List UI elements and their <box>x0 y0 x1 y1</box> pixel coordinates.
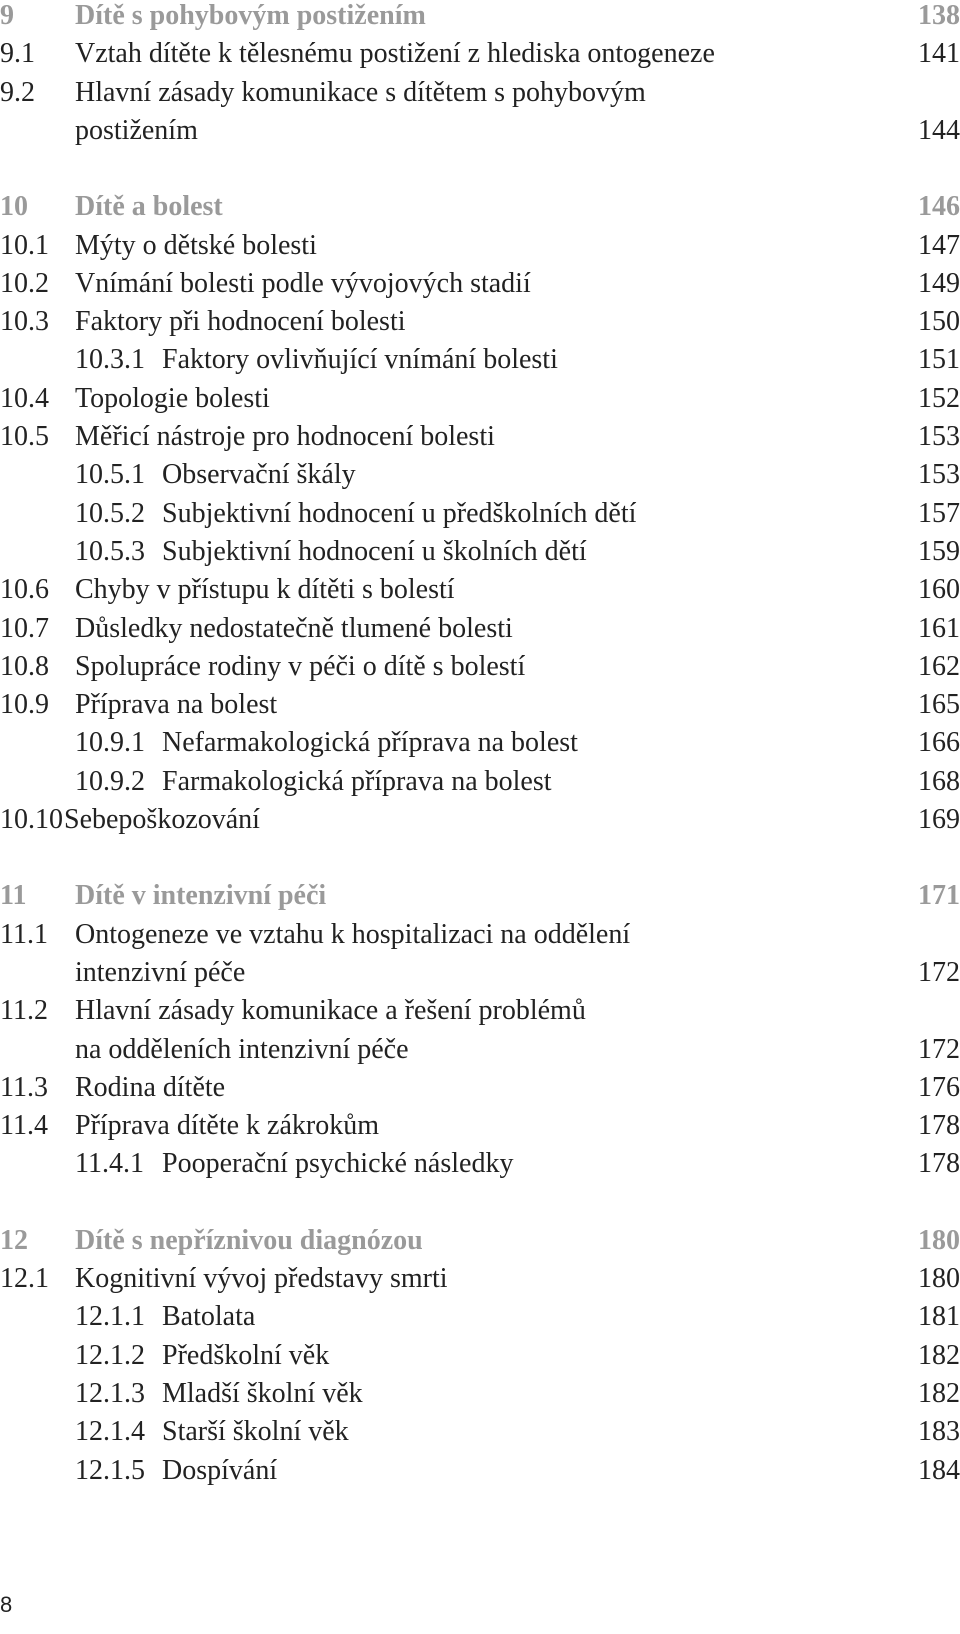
toc-entry-page: 172 <box>918 1033 960 1065</box>
toc-entry-page: 182 <box>918 1339 960 1371</box>
toc-entry-number: 10.1 <box>0 229 49 261</box>
toc-entry-page: 183 <box>918 1416 960 1448</box>
toc-row <box>0 494 960 534</box>
toc-entry-number: 10.9 <box>0 689 49 721</box>
toc-entry-page: 144 <box>918 114 960 146</box>
toc-entry-number: 10.8 <box>0 650 49 682</box>
toc-entry-title: Farmakologická příprava na bolest <box>162 765 552 797</box>
toc-row <box>0 1297 960 1337</box>
toc-row <box>0 34 960 74</box>
toc-entry-number: 10.7 <box>0 612 49 644</box>
toc-entry-title: Chyby v přístupu k dítěti s bolestí <box>75 574 455 606</box>
toc-row <box>0 1374 960 1414</box>
toc-entry-title: Měřicí nástroje pro hodnocení bolesti <box>75 421 495 452</box>
toc-entry-number: 9 <box>0 0 14 31</box>
toc-entry-number: 11.1 <box>0 918 48 950</box>
toc-row <box>0 532 960 572</box>
toc-entry-page: 152 <box>918 382 960 414</box>
toc-entry-number: 10 <box>0 191 28 223</box>
toc-row <box>0 455 960 495</box>
toc-entry-title: 12.1.5 <box>75 1454 145 1486</box>
toc-entry-title: postižením <box>75 114 198 146</box>
toc-entry-page: 180 <box>918 1263 960 1294</box>
toc-chapter-row <box>0 0 960 36</box>
toc-entry-page: 153 <box>918 459 960 491</box>
toc-entry-title: Faktory ovlivňující vnímání bolesti <box>162 344 558 376</box>
toc-row <box>0 73 960 113</box>
toc-entry-number: 11.4 <box>0 1110 48 1142</box>
toc-entry-page: 181 <box>918 1301 960 1333</box>
toc-entry-page: 168 <box>918 765 960 797</box>
toc-entry-number: 11.2 <box>0 995 48 1027</box>
toc-entry-page: 151 <box>918 344 960 376</box>
toc-entry-number: 10.10 <box>0 804 63 835</box>
toc-entry-title: 10.9.2 <box>75 765 145 797</box>
toc-entry-page: 178 <box>918 1110 960 1142</box>
toc-entry-page: 150 <box>918 306 960 338</box>
toc-entry-page: 165 <box>918 689 960 721</box>
toc-entry-title: 10.3.1 <box>75 344 145 376</box>
toc-entry-title: Faktory při hodnocení bolesti <box>75 306 406 338</box>
toc-entry-title: Rodina dítěte <box>75 1071 226 1103</box>
toc-entry-number: 12 <box>0 1224 28 1256</box>
toc-row <box>0 762 960 802</box>
toc-entry-title: 11.4.1 <box>75 1148 144 1180</box>
toc-row <box>0 1030 960 1070</box>
toc-row <box>0 953 960 993</box>
toc-entry-title: 10.5.3 <box>75 535 145 567</box>
toc-chapter-row <box>0 876 960 916</box>
toc-entry-title: Dítě s nepříznivou diagnózou <box>75 1224 423 1256</box>
toc-row <box>0 1106 960 1146</box>
toc-entry-title: Sebepoškozování <box>64 804 260 835</box>
toc-row <box>0 991 960 1031</box>
toc-row <box>0 302 960 342</box>
toc-entry-title: Hlavní zásady komunikace s dítětem s pohybovým <box>75 76 646 108</box>
toc-row <box>0 340 960 380</box>
toc-entry-title: intenzivní péče <box>75 956 246 988</box>
toc-entry-page: 178 <box>918 1148 960 1180</box>
toc-entry-page: 182 <box>918 1377 960 1409</box>
toc-entry-page: 166 <box>918 727 960 759</box>
toc-row <box>0 723 960 763</box>
toc-entry-page: 176 <box>918 1071 960 1103</box>
toc-entry-title: Důsledky nedostatečně tlumené bolesti <box>75 612 513 644</box>
toc-entry-page: 149 <box>918 267 960 299</box>
toc-entry-title: Příprava na bolest <box>75 689 278 721</box>
toc-row <box>0 915 960 955</box>
toc-entry-title: Dítě a bolest <box>75 191 223 223</box>
toc-row <box>0 264 960 304</box>
toc-row <box>0 570 960 610</box>
toc-entry-title: Starší školní věk <box>162 1416 349 1448</box>
toc-entry-number: 12.1 <box>0 1263 49 1294</box>
toc-entry-title: Topologie bolesti <box>75 382 270 414</box>
toc-entry-page: 159 <box>918 535 960 567</box>
toc-entry-number: 9.1 <box>0 38 35 70</box>
toc-entry-page: 153 <box>918 421 960 452</box>
toc-entry-title: Observační škály <box>162 459 356 491</box>
toc-entry-page: 160 <box>918 574 960 606</box>
toc-entry-title: 10.5.1 <box>75 459 145 491</box>
toc-entry-title: Mýty o dětské bolesti <box>75 229 317 261</box>
toc-entry-page: 162 <box>918 650 960 682</box>
toc-entry-title: Mladší školní věk <box>162 1377 363 1409</box>
toc-entry-title: Spolupráce rodiny v péči o dítě s bolestí <box>75 650 526 682</box>
toc-row <box>0 1259 960 1299</box>
toc-entry-title: Ontogeneze ve vztahu k hospitalizaci na oddělení <box>75 918 631 950</box>
toc-row <box>0 111 960 151</box>
toc-entry-title: Dítě v intenzivní péči <box>75 880 327 912</box>
toc-chapter-row <box>0 1221 960 1261</box>
toc-entry-number: 10.6 <box>0 574 49 606</box>
toc-entry-title: Subjektivní hodnocení u předškolních dětí <box>162 497 637 529</box>
toc-entry-number: 11 <box>0 880 27 912</box>
toc-entry-title: Nefarmakologická příprava na bolest <box>162 727 578 759</box>
toc-entry-title: Subjektivní hodnocení u školních dětí <box>162 535 587 567</box>
toc-row <box>0 1336 960 1376</box>
toc-entry-title: Kognitivní vývoj představy smrti <box>75 1263 448 1294</box>
toc-entry-page: 180 <box>918 1224 960 1256</box>
toc-entry-title: Batolata <box>162 1301 256 1333</box>
toc-entry-title: Hlavní zásady komunikace a řešení problémů <box>75 995 586 1027</box>
toc-entry-number: 9.2 <box>0 76 35 108</box>
toc-entry-title: 10.9.1 <box>75 727 145 759</box>
toc-entry-title: Příprava dítěte k zákrokům <box>75 1110 380 1142</box>
toc-entry-title: Pooperační psychické následky <box>162 1148 514 1180</box>
toc-entry-title: Vztah dítěte k tělesnému postižení z hlediska ontogeneze <box>75 38 715 70</box>
toc-entry-page: 184 <box>918 1454 960 1486</box>
toc-entry-number: 10.3 <box>0 306 49 338</box>
toc-entry-title: Vnímání bolesti podle vývojových stadií <box>75 267 531 299</box>
toc-entry-page: 141 <box>918 38 960 70</box>
toc-entry-page: 169 <box>918 804 960 835</box>
toc-entry-page: 172 <box>918 956 960 988</box>
toc-entry-title: 12.1.4 <box>75 1416 145 1448</box>
toc-row <box>0 800 960 840</box>
toc-row <box>0 685 960 725</box>
toc-chapter-row <box>0 187 960 227</box>
toc-row <box>0 1068 960 1108</box>
toc-entry-page: 171 <box>918 880 960 912</box>
toc-entry-title: 12.1.3 <box>75 1377 145 1409</box>
toc-row <box>0 417 960 457</box>
toc-row <box>0 379 960 419</box>
toc-entry-number: 10.5 <box>0 421 49 452</box>
toc-entry-title: 12.1.1 <box>75 1301 145 1333</box>
toc-row <box>0 609 960 649</box>
toc-row <box>0 647 960 687</box>
toc-entry-title: Dítě s pohybovým postižením <box>75 0 426 31</box>
toc-entry-number: 11.3 <box>0 1071 48 1103</box>
toc-entry-page: 138 <box>918 0 960 31</box>
toc-row <box>0 1412 960 1452</box>
toc-entry-page: 157 <box>918 497 960 529</box>
toc-entry-page: 147 <box>918 229 960 261</box>
toc-row <box>0 226 960 266</box>
toc-row <box>0 1144 960 1184</box>
toc-row <box>0 1451 960 1491</box>
toc-entry-page: 161 <box>918 612 960 644</box>
toc-entry-title: 12.1.2 <box>75 1339 145 1371</box>
toc-entry-title: Dospívání <box>162 1454 278 1486</box>
toc-entry-page: 146 <box>918 191 960 223</box>
toc-entry-number: 10.2 <box>0 267 49 299</box>
toc-entry-title: Předškolní věk <box>162 1339 330 1371</box>
page-number: 8 <box>0 1592 13 1617</box>
toc-entry-title: na odděleních intenzivní péče <box>75 1033 409 1065</box>
toc-entry-title: 10.5.2 <box>75 497 145 529</box>
toc-entry-number: 10.4 <box>0 382 49 414</box>
